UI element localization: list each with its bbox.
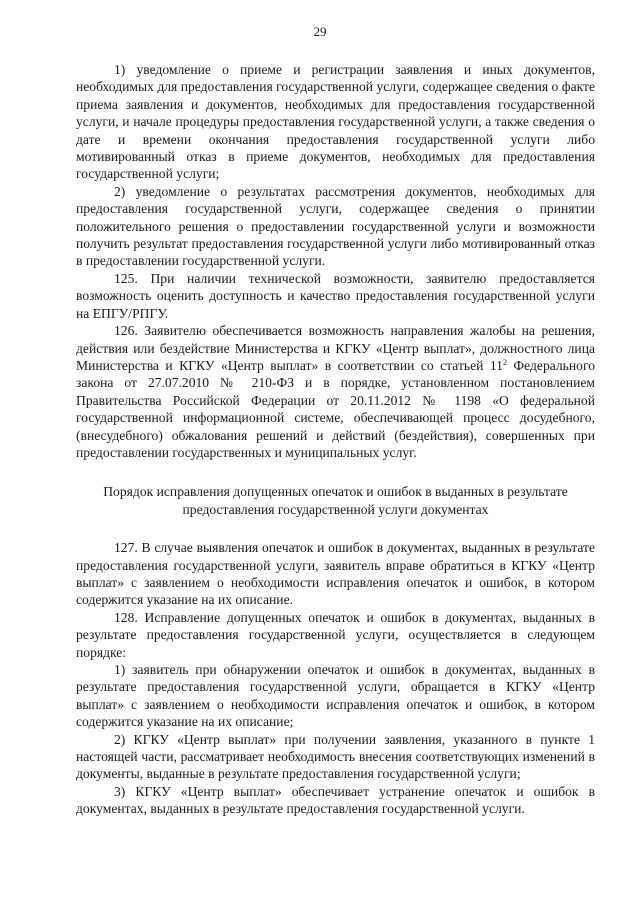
paragraph-126 <box>76 322 595 461</box>
page-number: 29 <box>313 24 327 39</box>
paragraph-128: 128. Исправление допущенных опечаток и ошибок в документах, выданных в результате предоставления государственной услуги, осуществляется в следующем порядке: <box>76 609 595 660</box>
document-body <box>76 61 595 818</box>
section-heading: Порядок исправления допущенных опечаток и ошибок в выданных в результате предоставления государственной услуги документах <box>103 484 568 517</box>
list-item-3: 3) КГКУ «Центр выплат» обеспечивает устранение опечаток и ошибок в документах, выданных в результате предоставления государственной услуги. <box>76 783 595 817</box>
paragraph-127: 127. В случае выявления опечаток и ошибок в документах, выданных в результате предоставления государственной услуги, заявитель вправе обратиться в КГКУ «Центр выплат» с заявлением о необходимости исправления опечаток и ошибок, в котором содержится указание на их описание. <box>76 540 595 608</box>
paragraph-notice-results: 2) уведомление о результатах рассмотрения документов, необходимых для предоставления государственной услуги, содержащее сведения о принятии положительного решения о предоставлении государственной услуги и возможности получить результат предоставления государственной услуги либо мотивированный отказ в предоставлении государственной услуги. <box>76 183 595 269</box>
paragraph-126-part2: Федерального закона от 27.07.2010 № 210-ФЗ и в порядке, установленном постановлением Правительства Российской Федерации от 20.11.2012 № 1198 «О федеральной государственной информационной системе, обеспечивающей процесс досудебного, (внесудебного) обжалования решений и действий (бездействия), совершенных при предоставлении государственных и муниципальных услуг. <box>76 357 595 460</box>
paragraph-notice-receipt: 1) уведомление о приеме и регистрации заявления и иных документов, необходимых для предоставления государственной услуги, содержащее сведения о факте приема заявления и документов, необходимых для предоставления государственной услуги, и начале процедуры предоставления государственной услуги, а также сведения о дате и времени окончания предоставления государственной услуги либо мотивированный отказ в приеме документов, необходимых для предоставления государственной услуги; <box>76 62 595 182</box>
list-item-2: 2) КГКУ «Центр выплат» при получении заявления, указанного в пункте 1 настоящей части, рассматривает необходимость внесения соответствующих изменений в документы, выданные в результате предоставления государственной услуги; <box>76 731 595 782</box>
paragraph-125: 125. При наличии технической возможности, заявителю предоставляется возможность оценить доступность и качество предоставления государственной услуги на ЕПГУ/РПГУ. <box>76 270 595 321</box>
article-superscript: 2 <box>502 357 507 367</box>
list-item-1: 1) заявитель при обнаружении опечаток и ошибок в документах, выданных в результате предоставления государственной услуги, обращается в КГКУ «Центр выплат» с заявлением о необходимости исправления опечаток и ошибок, в котором содержится указание на их описание; <box>76 662 595 730</box>
paragraph-126-part1: 126. Заявителю обеспечивается возможность направления жалобы на решения, действия или бездействие Министерства и КГКУ «Центр выплат», должностного лица Министерства и КГКУ «Центр выплат» в соответствии со статьей 11 <box>76 323 595 373</box>
